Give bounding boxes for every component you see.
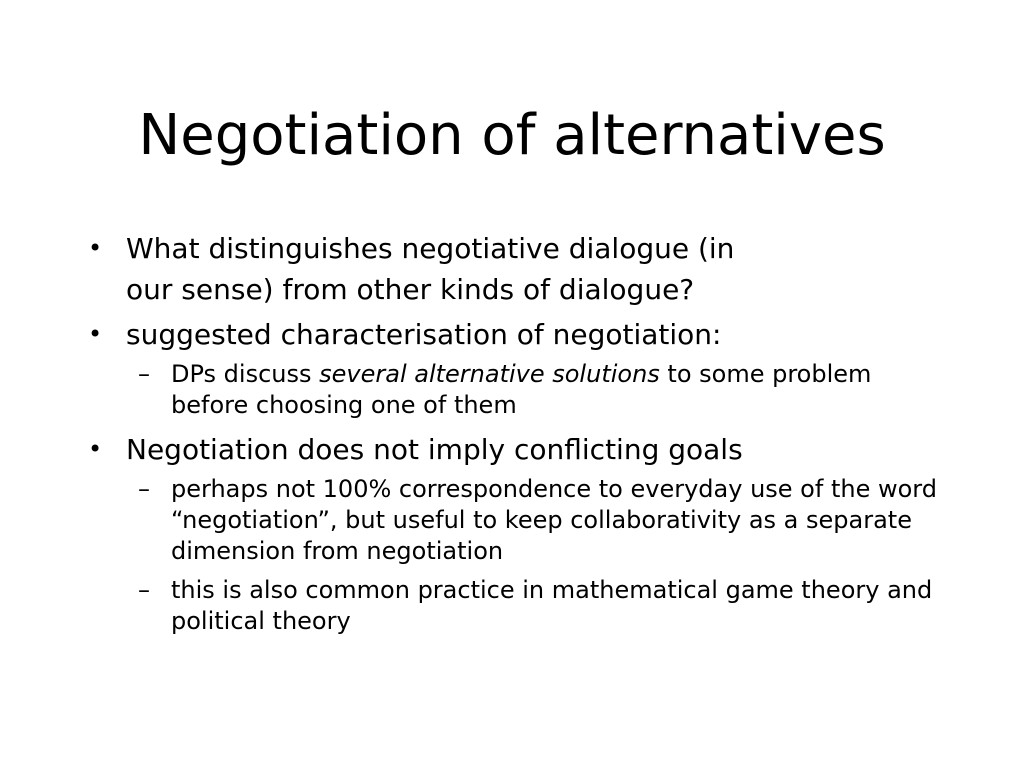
sub-item-text: perhaps not 100% correspondence to everyday use of the word “negotiation”, but useful to keep collaborativity as a separate dimension from negotiation <box>171 475 937 565</box>
bullet-item <box>84 228 944 310</box>
sub-item-suffix: to some problem before choosing one of them <box>171 360 872 419</box>
bullet-text: Negotiation does not imply conflicting goals <box>126 433 743 466</box>
bullet-text-line-1: What distinguishes negotiative dialogue (in <box>126 232 735 265</box>
dash-marker: – <box>138 475 150 503</box>
bullet-text-line-2: our sense) from other kinds of dialogue? <box>126 273 695 306</box>
sub-list <box>84 359 944 421</box>
sub-item-text: this is also common practice in mathematical game theory and political theory <box>171 576 933 635</box>
bullet-list <box>84 228 944 645</box>
bullet-text: suggested characterisation of negotiation: <box>126 318 722 351</box>
bullet-marker: • <box>88 234 103 262</box>
sub-item <box>138 359 944 421</box>
sub-list <box>84 474 944 637</box>
dash-marker: – <box>138 576 150 604</box>
sub-item-prefix: DPs discuss <box>171 360 320 388</box>
bullet-marker: • <box>88 435 103 463</box>
sub-item-emphasis: several alternative solutions <box>319 360 660 388</box>
sub-item <box>138 474 944 567</box>
slide-title: Negotiation of alternatives <box>138 103 886 168</box>
sub-item <box>138 575 944 637</box>
bullet-item <box>84 429 944 470</box>
bullet-item <box>84 314 944 355</box>
bullet-marker: • <box>88 320 103 348</box>
dash-marker: – <box>138 360 150 388</box>
